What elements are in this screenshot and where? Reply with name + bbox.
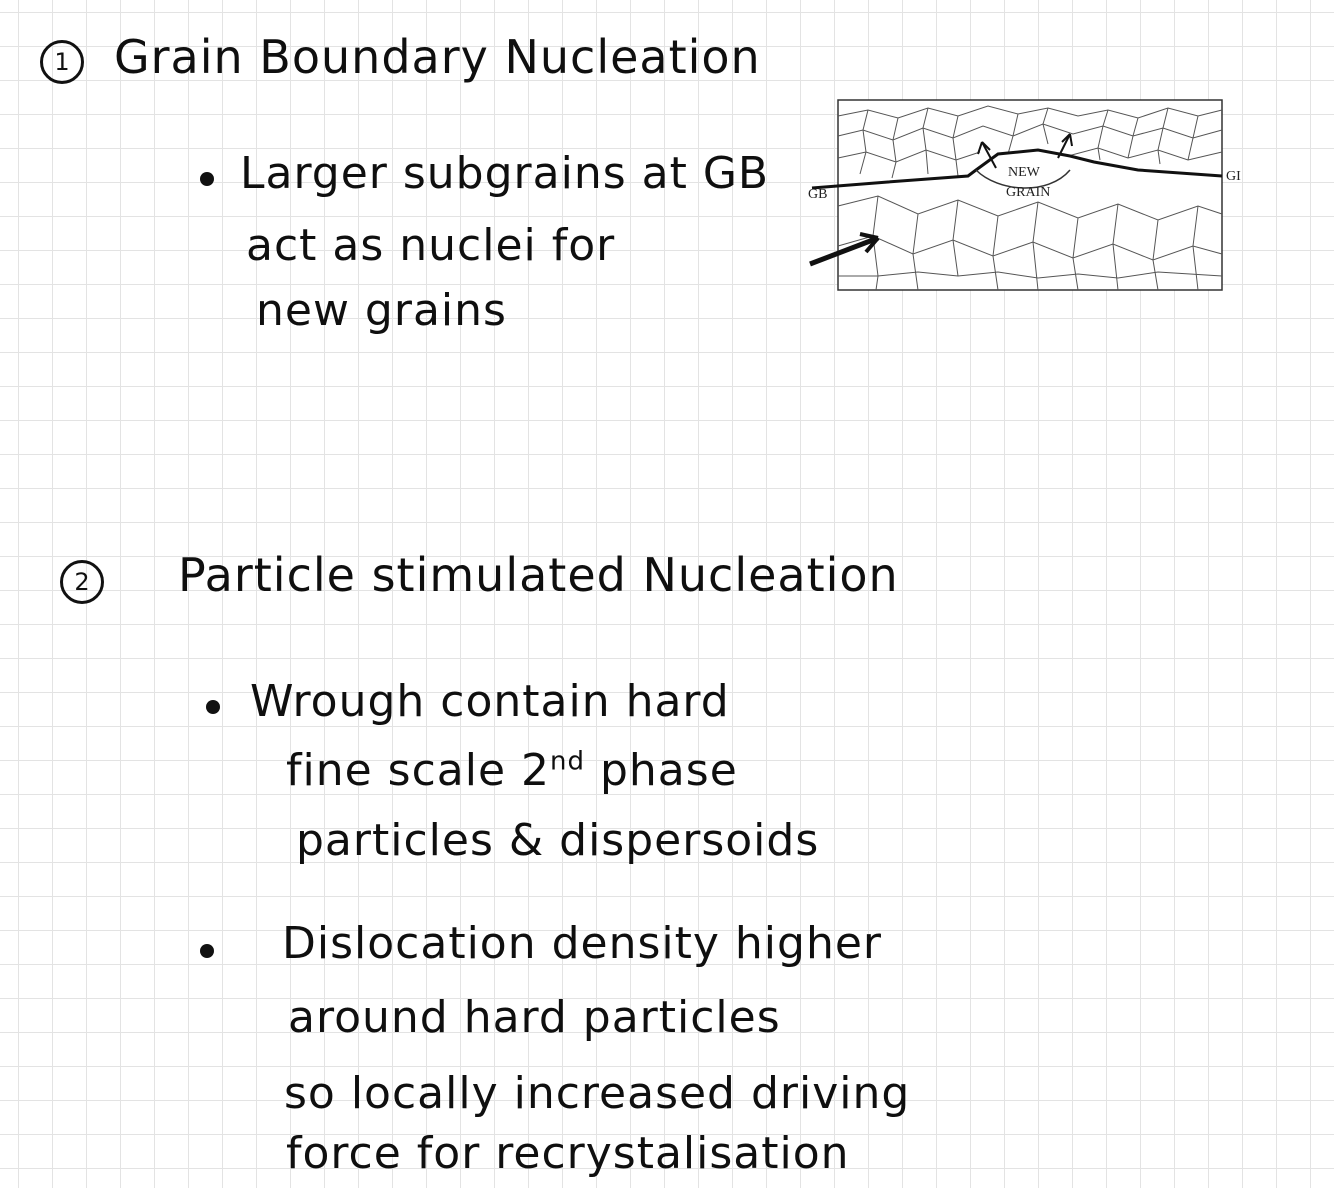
bullet-line: Larger subgrains at GB	[240, 148, 770, 199]
bullet-line: Dislocation density higher	[282, 918, 882, 969]
grain-boundary-figure	[808, 96, 1241, 302]
bullet-line: around hard particles	[288, 992, 781, 1043]
bullet-dot	[200, 944, 214, 958]
label-gb-left: GB	[808, 187, 828, 202]
bullet-line: Wrough contain hard	[250, 676, 730, 727]
section-number-1: 1	[40, 40, 84, 84]
section-title-1: Grain Boundary Nucleation	[114, 30, 761, 84]
label-gb-right: GI	[1226, 169, 1241, 184]
bullet-line: act as nuclei for	[246, 220, 616, 271]
section-title-2: Particle stimulated Nucleation	[178, 548, 899, 602]
label-new: NEW	[1008, 165, 1040, 180]
bullet-dot	[206, 700, 220, 714]
bullet-line: fine scale 2nd phase	[286, 745, 738, 796]
bullet-line: force for recrystalisation	[286, 1128, 850, 1179]
bullet-line: so locally increased driving	[284, 1068, 911, 1119]
bullet-dot	[200, 172, 214, 186]
section-number-2: 2	[60, 560, 104, 604]
label-grain: GRAIN	[1006, 185, 1051, 200]
bullet-line: particles & dispersoids	[296, 815, 820, 866]
grain-diagram	[808, 96, 1241, 302]
bullet-line: new grains	[256, 285, 507, 336]
